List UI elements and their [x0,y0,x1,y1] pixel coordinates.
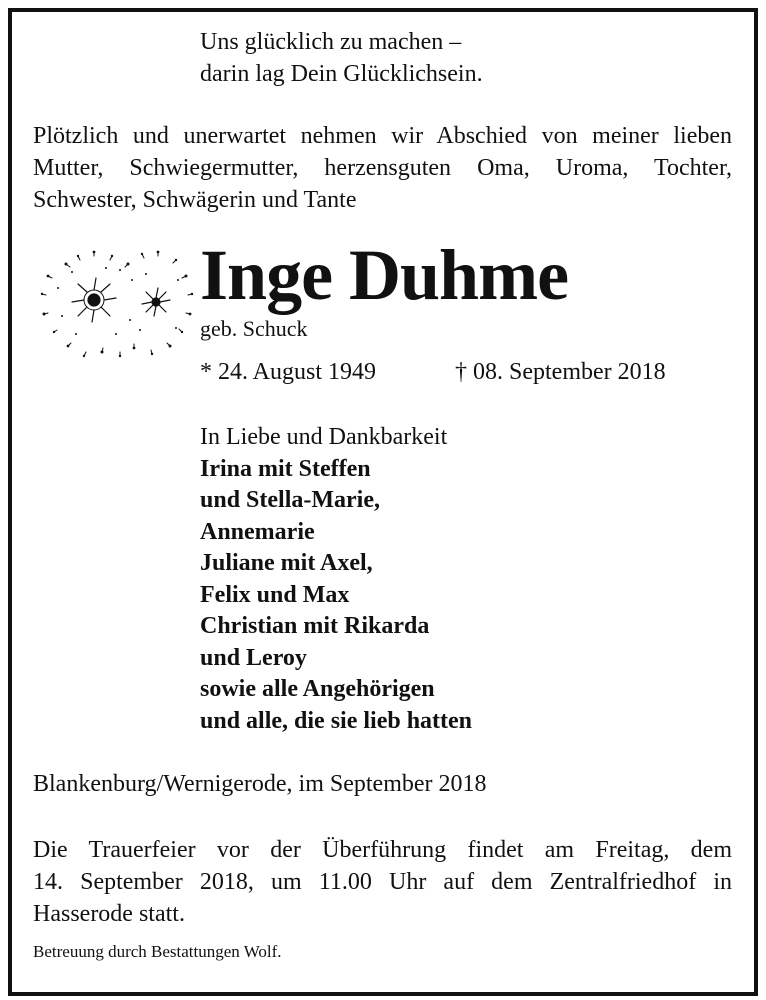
funeral-home-note: Betreuung durch Bestattungen Wolf. [33,942,282,961]
ceremony-line: 14. September 2018, um 11.00 Uhr auf dem Zentralfriedhof in [33,869,732,895]
mourner-name: Juliane mit Axel, [200,550,373,576]
intro-line: Plötzlich und unerwartet nehmen wir Abschied von meiner lieben [33,123,732,149]
intro-line: Schwester, Schwägerin und Tante [33,187,357,213]
mourners [200,422,472,737]
mourner-name: Felix und Max [200,581,350,608]
mourner-name: und alle, die sie lieb hatten [200,707,473,734]
mourners-intro: In Liebe und Dankbarkeit [200,424,448,450]
intro-text [33,120,732,216]
mourner-name: Irina mit Steffen [200,455,371,482]
place-date: Blankenburg/Wernigerode, im September 2018 [33,771,487,797]
death-date: † 08. September 2018 [455,359,666,385]
ceremony-line: Hasserode statt. [33,901,185,927]
dandelion-icon [36,244,196,370]
motto [200,26,483,90]
deceased-name: Inge Duhme [200,235,569,315]
intro-line: Mutter, Schwiegermutter, herzensguten Oma, Uroma, Tochter, [33,155,732,181]
mourner-name: Christian mit Rikarda [200,613,430,639]
ceremony-text [33,834,732,930]
mourner-name: sowie alle Angehörigen [200,676,435,702]
born-name: geb. Schuck [200,316,308,341]
mourner-name: Annemarie [200,518,315,545]
mourner-name: und Stella-Marie, [200,487,380,513]
motto-line: darin lag Dein Glücklichsein. [200,61,483,87]
mourner-name: und Leroy [200,644,307,671]
birth-date: * 24. August 1949 [200,359,377,385]
motto-line: Uns glücklich zu machen – [200,29,462,55]
ceremony-line: Die Trauerfeier vor der Überführung findet am Freitag, dem [33,837,732,863]
